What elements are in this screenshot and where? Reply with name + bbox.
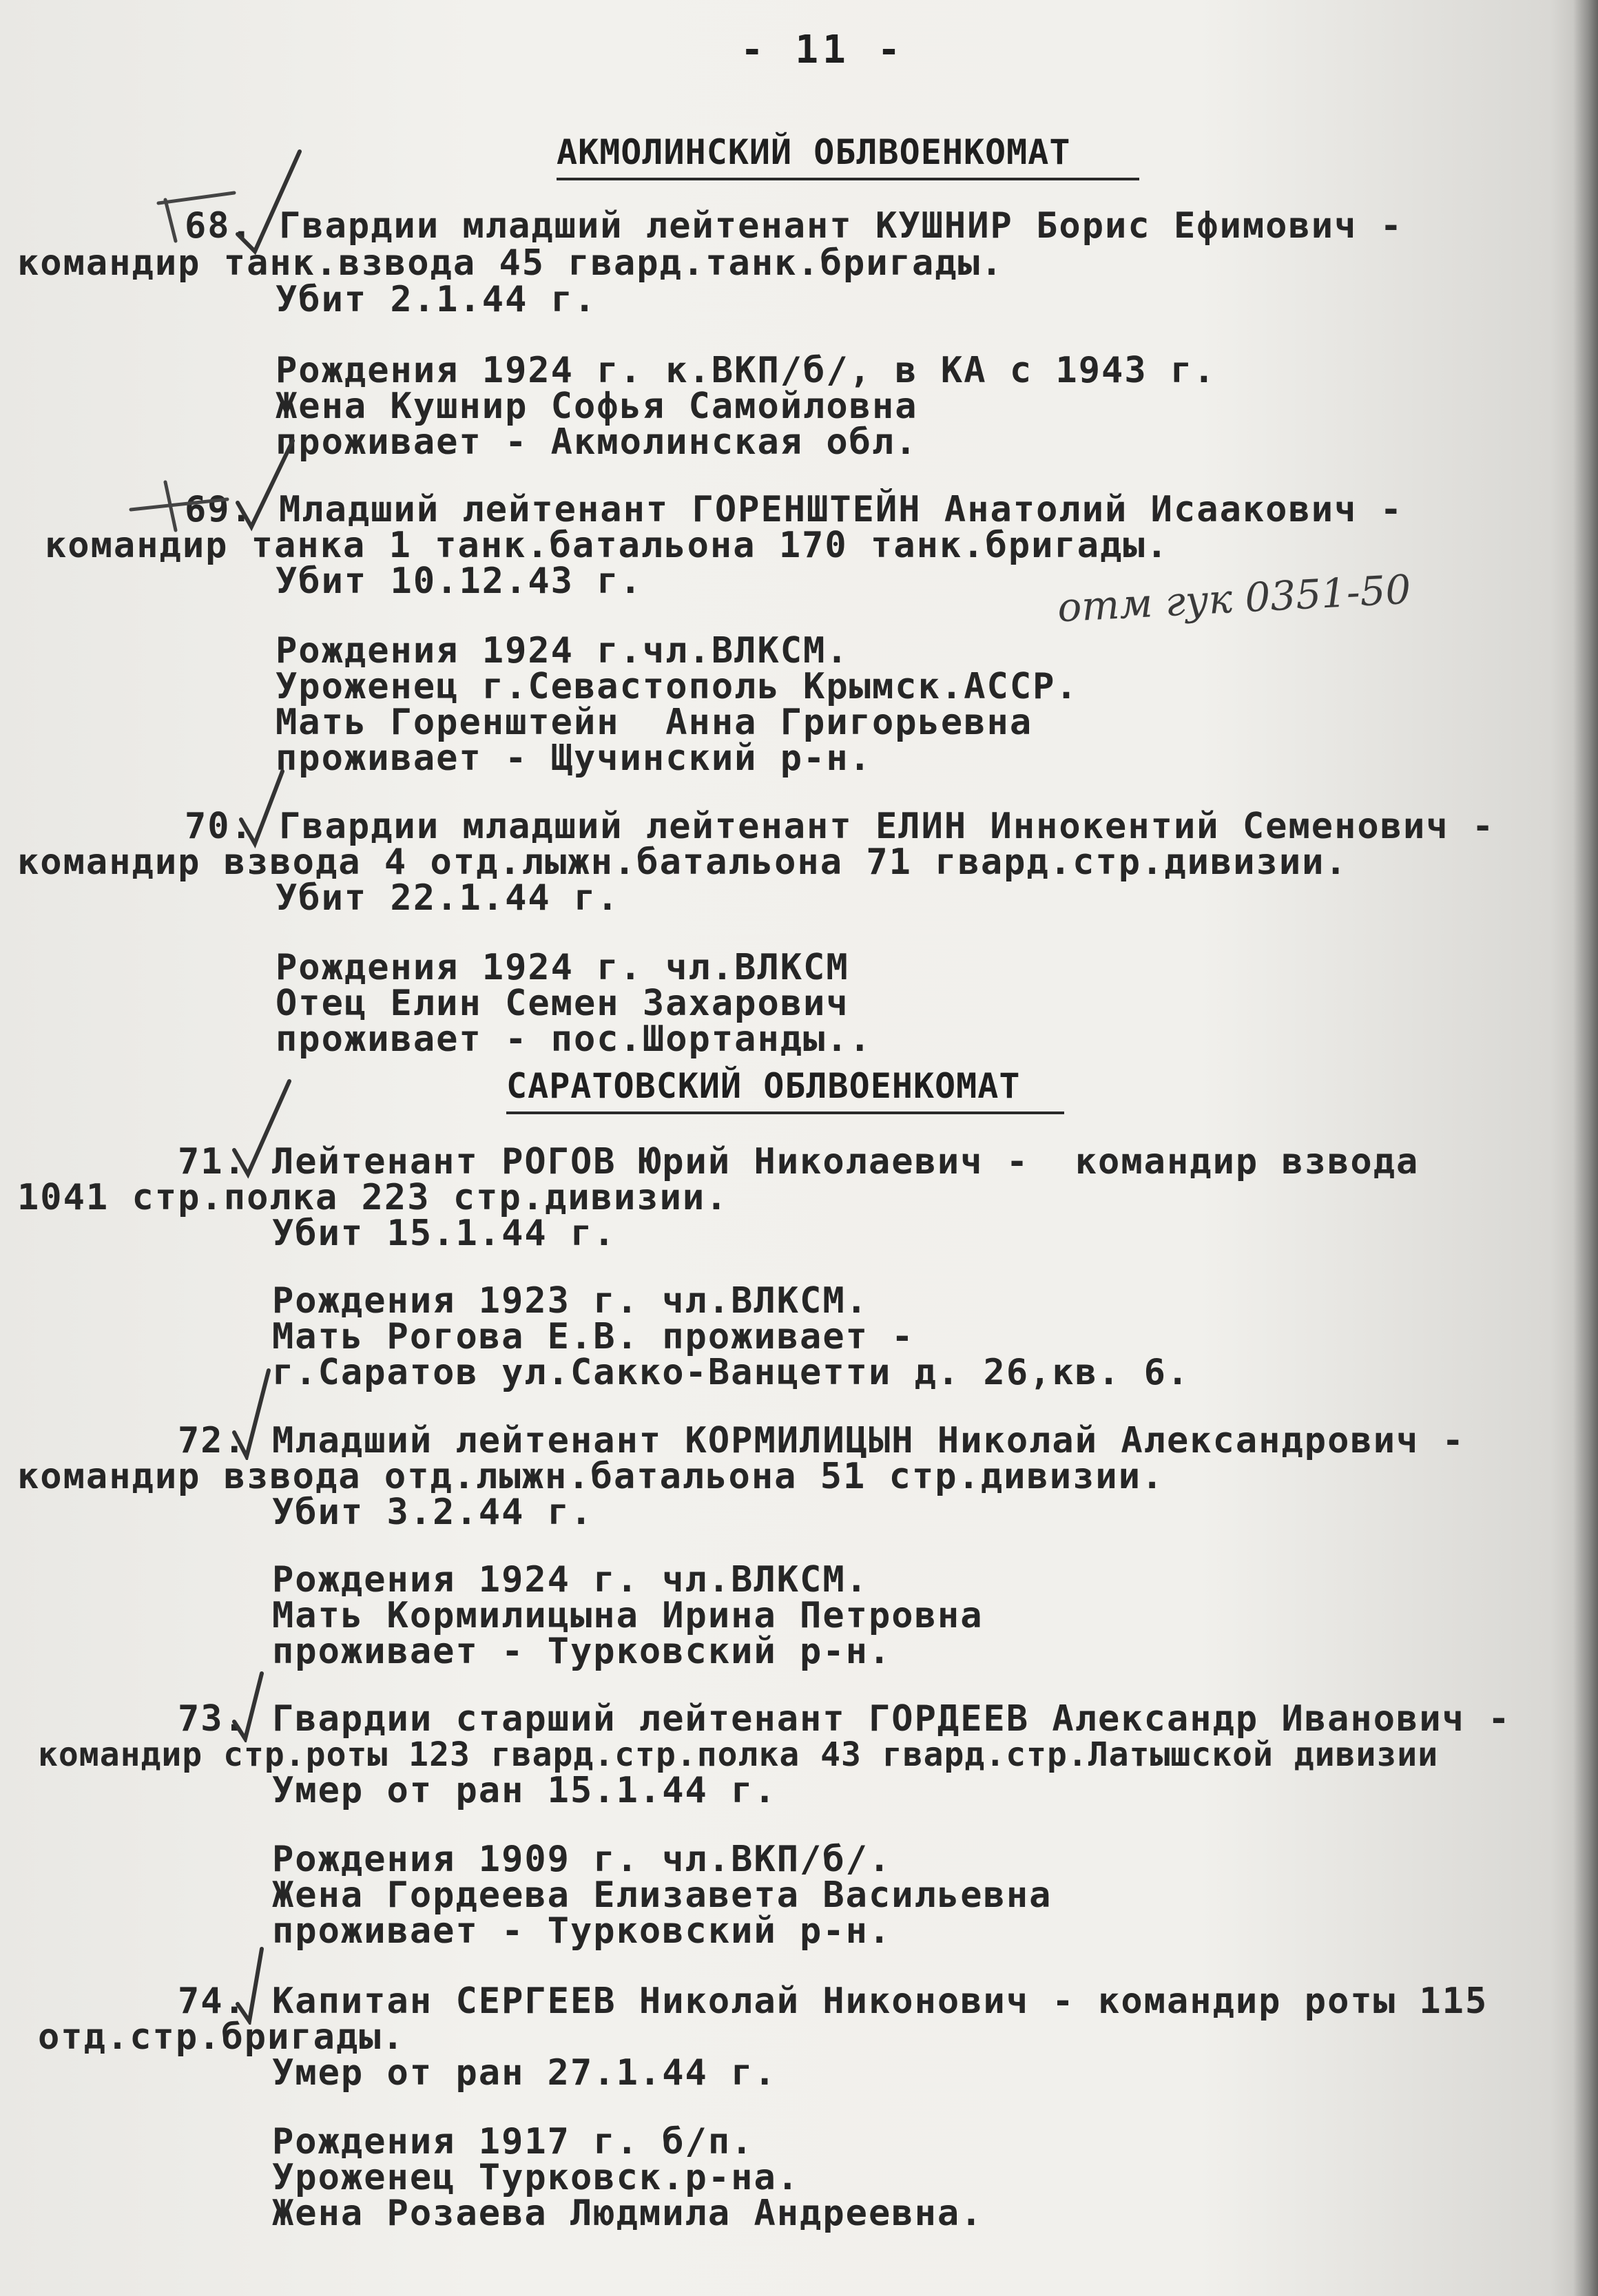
entry-line: проживает - Турковский р-н. <box>272 1910 892 1952</box>
entry-line: Рождения 1924 г. чл.ВЛКСМ <box>276 947 849 988</box>
entry-number: 69. <box>185 489 253 530</box>
entry-line: Рождения 1909 г. чл.ВКП/б/. <box>272 1839 892 1880</box>
heading-underline <box>506 1112 1064 1114</box>
entry-line: Мать Горенштейн Анна Григорьевна <box>276 702 1033 743</box>
entry-line: 1041 стр.полка 223 стр.дивизии. <box>17 1177 729 1218</box>
entry-line: Рождения 1923 г. чл.ВЛКСМ. <box>272 1280 869 1322</box>
entry-line: Капитан СЕРГЕЕВ Николай Никонович - командир роты 115 <box>272 1981 1488 2022</box>
entry-line: Отец Елин Семен Захарович <box>276 983 849 1024</box>
entry-number: 72. <box>178 1420 247 1461</box>
book-spine-shadow <box>1573 0 1598 2296</box>
entry-line: Уроженец Турковск.р-на. <box>272 2157 800 2198</box>
entry-number: 70. <box>185 806 253 847</box>
entry-line: Рождения 1924 г. к.ВКП/б/, в КА с 1943 г. <box>276 350 1216 391</box>
entry-line: командир взвода отд.лыжн.батальона 51 стр.дивизии. <box>17 1456 1165 1497</box>
entry-line: Мать Рогова Е.В. проживает - <box>272 1316 915 1357</box>
entry-line: Умер от ран 27.1.44 г. <box>272 2052 777 2094</box>
entry-line: Гвардии младший лейтенант КУШНИР Борис Ефимович - <box>279 205 1404 247</box>
check-mark-icon <box>220 1074 317 1184</box>
entry-line: Младший лейтенант ГОРЕНШТЕЙН Анатолий Исаакович - <box>279 489 1404 530</box>
page-number: - 11 - <box>740 28 905 72</box>
heading-underline <box>557 178 1139 180</box>
entry-line: Младший лейтенант КОРМИЛИЦЫН Николай Александрович - <box>272 1420 1465 1461</box>
entry-number: 74. <box>178 1981 247 2022</box>
entry-line: Жена Кушнир Софья Самойловна <box>276 386 918 427</box>
check-mark-icon <box>227 764 310 854</box>
entry-line: отд.стр.бригады. <box>38 2016 405 2058</box>
entry-line: Лейтенант РОГОВ Юрий Николаевич - командир взвода <box>272 1141 1420 1182</box>
entry-line: проживает - Турковский р-н. <box>272 1631 892 1672</box>
entry-line: Рождения 1917 г. б/п. <box>272 2121 754 2162</box>
entry-number: 73. <box>178 1698 247 1740</box>
entry-line: командир стр.роты 123 гвард.стр.полка 43 гвард.стр.Латышской дивизии <box>38 1735 1439 1774</box>
entry-line: Жена Розаева Людмила Андреевна. <box>272 2193 984 2234</box>
entry-line: Убит 15.1.44 г. <box>272 1213 616 1254</box>
entry-line: Убит 2.1.44 г. <box>276 279 597 320</box>
check-mark-icon <box>152 138 317 262</box>
handwritten-note: отм гук 0351-50 <box>1056 565 1412 632</box>
entry-line: проживает - пос.Шортанды.. <box>276 1019 872 1060</box>
entry-line: Гвардии старший лейтенант ГОРДЕЕВ Александр Иванович - <box>272 1698 1511 1740</box>
entry-line: проживает - Щучинский р-н. <box>276 738 872 779</box>
entry-number: 68. <box>185 205 253 247</box>
entry-line: командир взвода 4 отд.лыжн.батальона 71 гвард.стр.дивизии. <box>17 842 1348 883</box>
section-heading-akmolinsk: АКМОЛИНСКИЙ ОБЛВОЕНКОМАТ <box>557 132 1071 172</box>
entry-line: Рождения 1924 г.чл.ВЛКСМ. <box>276 630 849 671</box>
entry-line: командир танк.взвода 45 гвард.танк.бригады. <box>17 242 1004 284</box>
entry-line: Гвардии младший лейтенант ЕЛИН Иннокентий Семенович - <box>279 806 1495 847</box>
entry-line: Жена Гордеева Елизавета Васильевна <box>272 1875 1052 1916</box>
entry-line: Убит 22.1.44 г. <box>276 877 620 919</box>
entry-line: Умер от ран 15.1.44 г. <box>272 1770 777 1811</box>
entry-line: командир танка 1 танк.батальона 170 танк.бригады. <box>45 525 1170 566</box>
entry-line: Убит 3.2.44 г. <box>272 1492 594 1533</box>
entry-line: г.Саратов ул.Сакко-Ванцетти д. 26,кв. 6. <box>272 1352 1190 1393</box>
check-mark-icon <box>227 1942 303 2025</box>
entry-line: проживает - Акмолинская обл. <box>276 421 918 463</box>
check-mark-icon <box>124 434 317 537</box>
entry-number: 71. <box>178 1141 247 1182</box>
entry-line: Рождения 1924 г. чл.ВЛКСМ. <box>272 1559 869 1600</box>
entry-line: Убит 10.12.43 г. <box>276 561 643 602</box>
check-mark-icon <box>220 1364 303 1460</box>
check-mark-icon <box>220 1667 303 1742</box>
entry-line: Мать Кормилицына Ирина Петровна <box>272 1595 984 1636</box>
section-heading-saratov: САРАТОВСКИЙ ОБЛВОЕНКОМАТ <box>506 1066 1021 1106</box>
entry-line: Уроженец г.Севастополь Крымск.АССР. <box>276 666 1079 707</box>
